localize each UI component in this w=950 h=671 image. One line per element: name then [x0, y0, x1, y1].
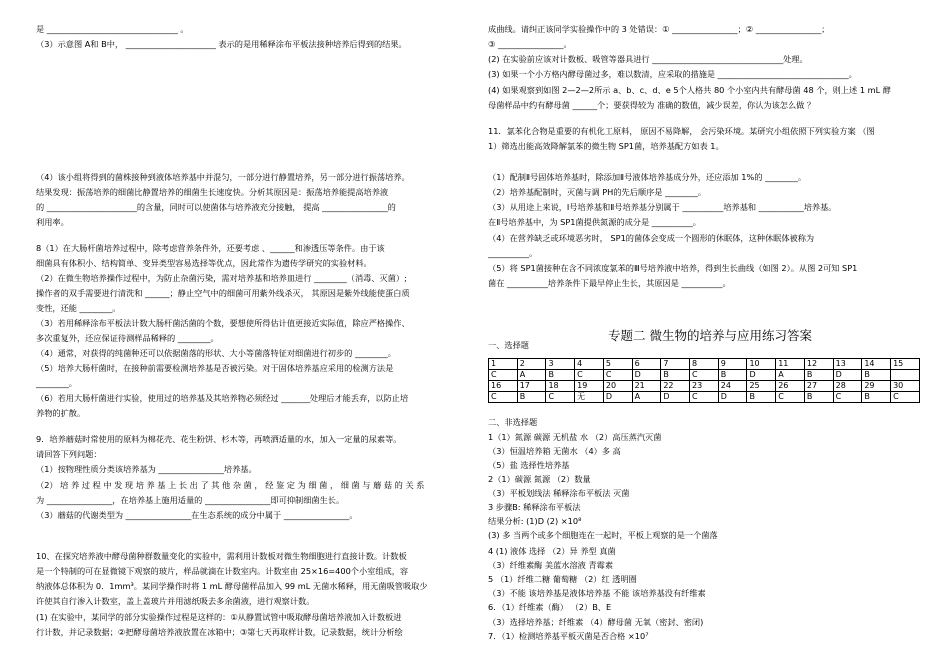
table-cell: C: [546, 392, 575, 403]
text-line: 1）筛选出能高效降解氯苯的微生物 SP1菌，培养基配方如表 1。: [488, 141, 724, 151]
text-line: 细菌具有体积小、结构简单、变异类型容易选择等优点，因此常作为遗传学研究的实验材料。: [36, 258, 372, 268]
text-line: 利用率。: [36, 217, 69, 227]
text-line: （3）平板划线法 稀释涂布平板法 灭菌: [488, 488, 630, 498]
text-line: （5）盐 选择性培养基: [488, 460, 570, 470]
table-cell: A: [632, 392, 661, 403]
table-cell: D: [833, 370, 862, 381]
table-cell: B: [804, 370, 833, 381]
table-cell: B: [862, 370, 891, 381]
table-cell: 10: [747, 359, 776, 370]
table-cell: 29: [862, 381, 891, 392]
text-line: (3) 如果一个小方格内酵母菌过多，难以数清，应采取的措施是 ________________________________。: [488, 69, 857, 79]
text-line: __________。: [488, 248, 538, 258]
text-line: 8（1）在大肠杆菌培养过程中，除考虑营养条件外，还要考虑 、______和渗透压等条件。由于该: [36, 243, 385, 253]
text-line: （2）培养基配制时，灭菌与调 PH的先后顺序是 ________。: [488, 187, 707, 197]
table-cell: 24: [718, 381, 747, 392]
text-line: （3）恒温培养箱 无菌水 （4）多 高: [488, 446, 621, 456]
table-cell: [891, 370, 920, 381]
table-cell: D: [632, 370, 661, 381]
table-cell: C: [833, 392, 862, 403]
table-cell: 14: [862, 359, 891, 370]
table-cell: 11: [776, 359, 805, 370]
text-line: 二、非选择题: [488, 417, 538, 427]
table-cell: 20: [603, 381, 632, 392]
text-line: 7．（1）检测培养基平板灭菌是否合格 ×10⁷: [488, 631, 649, 641]
text-line: 一、选择题: [488, 340, 529, 350]
text-line: （3）从用途上来说，Ⅰ号培养基和Ⅱ号培养基分别属于 __________培养基和 ___________培养基。: [488, 202, 837, 212]
table-cell: 22: [661, 381, 690, 392]
text-line: （5）培养大肠杆菌时，在接种前需要检测培养基是否被污染。对于固体培养基应采用的检测方法是: [36, 363, 394, 373]
text-line: （3）纤维素酶 美蓝水溶液 青霉素: [488, 560, 614, 570]
table-cell: B: [517, 392, 546, 403]
text-line: (4) 如果观察到如图 2—2—2所示 a、b、c、d、e 5个人格共 80 个小室内共有酵母菌 48 个，则上述 1 mL 酵: [488, 85, 891, 95]
table-cell: 3: [546, 359, 575, 370]
table-cell: 25: [747, 381, 776, 392]
text-line: 是 ________________________________ 。: [36, 24, 189, 34]
table-cell: 23: [690, 381, 719, 392]
text-line: 请回答下列问题：: [36, 449, 102, 459]
table-cell: 28: [833, 381, 862, 392]
table-cell: 21: [632, 381, 661, 392]
table-cell: 9: [718, 359, 747, 370]
text-line: （3）若用稀释涂布平板法计数大肠杆菌活菌的个数，要想使所得估计值更接近实际值，除应严格操作、: [36, 318, 410, 328]
table-cell: A: [517, 370, 546, 381]
answer-table: [488, 358, 920, 403]
text-line: 10、在探究培养液中酵母菌种群数量变化的实验中，需利用计数板对微生物细胞进行直接计数。计数板: [36, 551, 407, 561]
table-cell: C: [603, 370, 632, 381]
text-line: （4）在营养缺乏或环境恶劣时， SP1的菌体会变成一个圆形的休眠体，这种休眠体被称为: [488, 233, 815, 243]
table-cell: C: [891, 392, 920, 403]
text-line: 2（1）碳源 氮源 （2）数量: [488, 474, 591, 484]
answer-title: 专题二 微生物的培养与应用练习答案: [608, 328, 812, 343]
text-line: （1）按物理性质分类该培养基为 ________________培养基。: [36, 464, 257, 474]
table-row: [489, 392, 920, 403]
table-cell: D: [603, 392, 632, 403]
text-line: 6．（1）纤维素（酶） （2）B、E: [488, 602, 612, 612]
table-cell: 8: [690, 359, 719, 370]
text-line: 11．氯苯化合物是重要的有机化工原料， 原因不易降解， 会污染环境。某研究小组依照下列实验方案 （图: [488, 126, 875, 136]
text-line: ③ ________________。: [488, 39, 572, 49]
table-cell: B: [804, 392, 833, 403]
table-cell: 12: [804, 359, 833, 370]
text-line: 菌在 __________培养条件下最早停止生长，其原因是 __________。: [488, 278, 731, 288]
table-cell: 13: [833, 359, 862, 370]
table-cell: 27: [804, 381, 833, 392]
table-cell: D: [747, 370, 776, 381]
text-line: （2） 培 养 过 程 中 发 现 培 养 基 上 长 出 了 其 他 杂 菌 ， 经 鉴 定 为 细 菌 ， 细 菌 与 蘑 菇 的 关 系: [36, 480, 425, 490]
table-cell: 30: [891, 381, 920, 392]
table-cell: D: [718, 392, 747, 403]
text-line: 结果发现：振荡培养的细菌比静置培养的细菌生长速度快。分析其原因是：振荡培养能提高培养液: [36, 187, 389, 197]
text-line: （3）示意图 A和 B中， ______________________ 表示的是用稀释涂布平板法接种培养后得到的结果。: [36, 39, 407, 49]
table-cell: 18: [546, 381, 575, 392]
table-cell: B: [546, 370, 575, 381]
text-line: （2）在微生物培养操作过程中，为防止杂菌污染，需对培养基和培养皿进行 ________（消毒、灭菌）;: [36, 273, 407, 283]
table-cell: B: [661, 370, 690, 381]
table-cell: 6: [632, 359, 661, 370]
text-line: 许使其自行渗入计数室，盖上盖玻片并用滤纸吸去多余菌液，进行观察计数。: [36, 596, 315, 606]
text-line: （3）选择培养基；纤维素 （4）酵母菌 无氧（密封、密闭): [488, 617, 704, 627]
table-cell: 1: [489, 359, 518, 370]
table-cell: 7: [661, 359, 690, 370]
text-line: ________。: [36, 378, 77, 388]
table-cell: 26: [776, 381, 805, 392]
table-cell: 2: [517, 359, 546, 370]
table-cell: 5: [603, 359, 632, 370]
text-line: 4 (1) 液体 选择 （2）异 养型 真菌: [488, 546, 616, 556]
text-line: (2) 在实验前应该对计数板、吸管等器具进行 ________________________________处理。: [488, 54, 808, 64]
table-cell: C: [575, 370, 604, 381]
table-cell: D: [661, 392, 690, 403]
table-cell: B: [747, 392, 776, 403]
table-row: [489, 359, 920, 370]
table-cell: 4: [575, 359, 604, 370]
text-line: 母菌样品中约有酵母菌 ______个；要获得较为 准确的数值，减少误差，你认为该怎么做 ？: [488, 100, 816, 110]
text-line: 是一个特制的可在显微镜下观察的玻片，样品就滴在计数室内。计数室由 25×16=400个小室组成，容: [36, 566, 409, 576]
text-line: （4）通常，对获得的纯菌种还可以依据菌落的形状、大小等菌落特征对细菌进行初步的 ________。: [36, 348, 396, 358]
text-line: （3）蘑菇的代谢类型为 ________________在生态系统的成分中属于 ________________。: [36, 510, 358, 520]
text-line: 操作者的双手需要进行清洗和 ______；静止空气中的细菌可用紫外线杀灭， 其原因是紫外线能使蛋白质: [36, 288, 410, 298]
text-line: 5 （1）纤维二糖 葡萄糖 （2）红 透明圈: [488, 574, 637, 584]
table-row: [489, 381, 920, 392]
table-cell: 17: [517, 381, 546, 392]
table-row: [489, 370, 920, 381]
table-cell: 15: [891, 359, 920, 370]
text-line: （1）配制Ⅱ号固体培养基时，除添加Ⅱ号液体培养基成分外，还应添加 1%的 ________。: [488, 172, 807, 182]
table-cell: 16: [489, 381, 518, 392]
text-line: 3 步骤B: 稀释涂布平板法: [488, 502, 581, 512]
table-cell: B: [862, 392, 891, 403]
text-line: （3）不能 该培养基是液体培养基 不能 该培养基没有纤维素: [488, 588, 706, 598]
text-line: 纳液体总体积为 0．1mm³。某同学操作时将 1 mL 酵母菌样品加入 99 mL 无菌水稀释，用无菌吸管吸取少: [36, 581, 428, 591]
text-line: 在Ⅱ号培养基中，为 SP1菌提供氮源的成分是 __________。: [488, 217, 701, 227]
table-cell: C: [776, 392, 805, 403]
table-cell: 无: [575, 392, 604, 403]
table-cell: C: [690, 370, 719, 381]
table-cell: B: [718, 370, 747, 381]
text-line: 行计数，并记录数据；②把酵母菌培养液放置在冰箱中；③第七天再取样计数，记录数据，统计分析绘: [36, 627, 403, 637]
text-line: 多次重复外，还应保证待测样品稀释的 ________。: [36, 333, 219, 343]
text-line: 成曲线。请纠正该同学实验操作中的 3 处错误：① ________________；② ________________；: [488, 24, 830, 34]
table-cell: C: [489, 370, 518, 381]
text-line: 养物的扩散。: [36, 408, 86, 418]
table-cell: 19: [575, 381, 604, 392]
text-line: （4）该小组将得到的菌株接种到液体培养基中并混匀，一部分进行静置培养，另一部分进行振荡培养。: [36, 172, 410, 182]
text-line: 为 ________________，在培养基上施用适量的 ________________即可抑制细菌生长。: [36, 495, 345, 505]
text-line: 的 ______________________的含量，同时可以使菌体与培养液充分接触， 提高 ________________的: [36, 202, 396, 212]
text-line: 变性，还能 ________。: [36, 303, 121, 313]
text-line: 9．培养蘑菇时常使用的原料为棉花壳、花生粉饼、杉木等，再喷洒适量的水，加入一定量的尿素等。: [36, 434, 402, 444]
text-line: 结果分析: (1)D (2) ×10⁸: [488, 516, 582, 526]
text-line: (1) 在实验中，某同学的部分实验操作过程是这样的：①从静置试管中吸取酵母菌培养液加入计数板进: [36, 612, 402, 622]
table-cell: A: [776, 370, 805, 381]
text-line: （5）将 SP1菌接种在含不同浓度氯苯的Ⅲ号培养液中培养，得到生长曲线（如图 2）。从图 2可知 SP1: [488, 263, 858, 273]
text-line: (3) 多 当两个或多个细胞连在一起时，平板上观察的是一个菌落: [488, 530, 718, 540]
table-cell: C: [690, 392, 719, 403]
table-cell: C: [489, 392, 518, 403]
text-line: （6）若用大肠杆菌进行实验，使用过的培养基及其培养物必须经过 _______处理后才能丢弃，以防止培: [36, 393, 409, 403]
text-line: 1（1）氮源 碳源 无机盐 水 （2）高压蒸汽灭菌: [488, 432, 662, 442]
